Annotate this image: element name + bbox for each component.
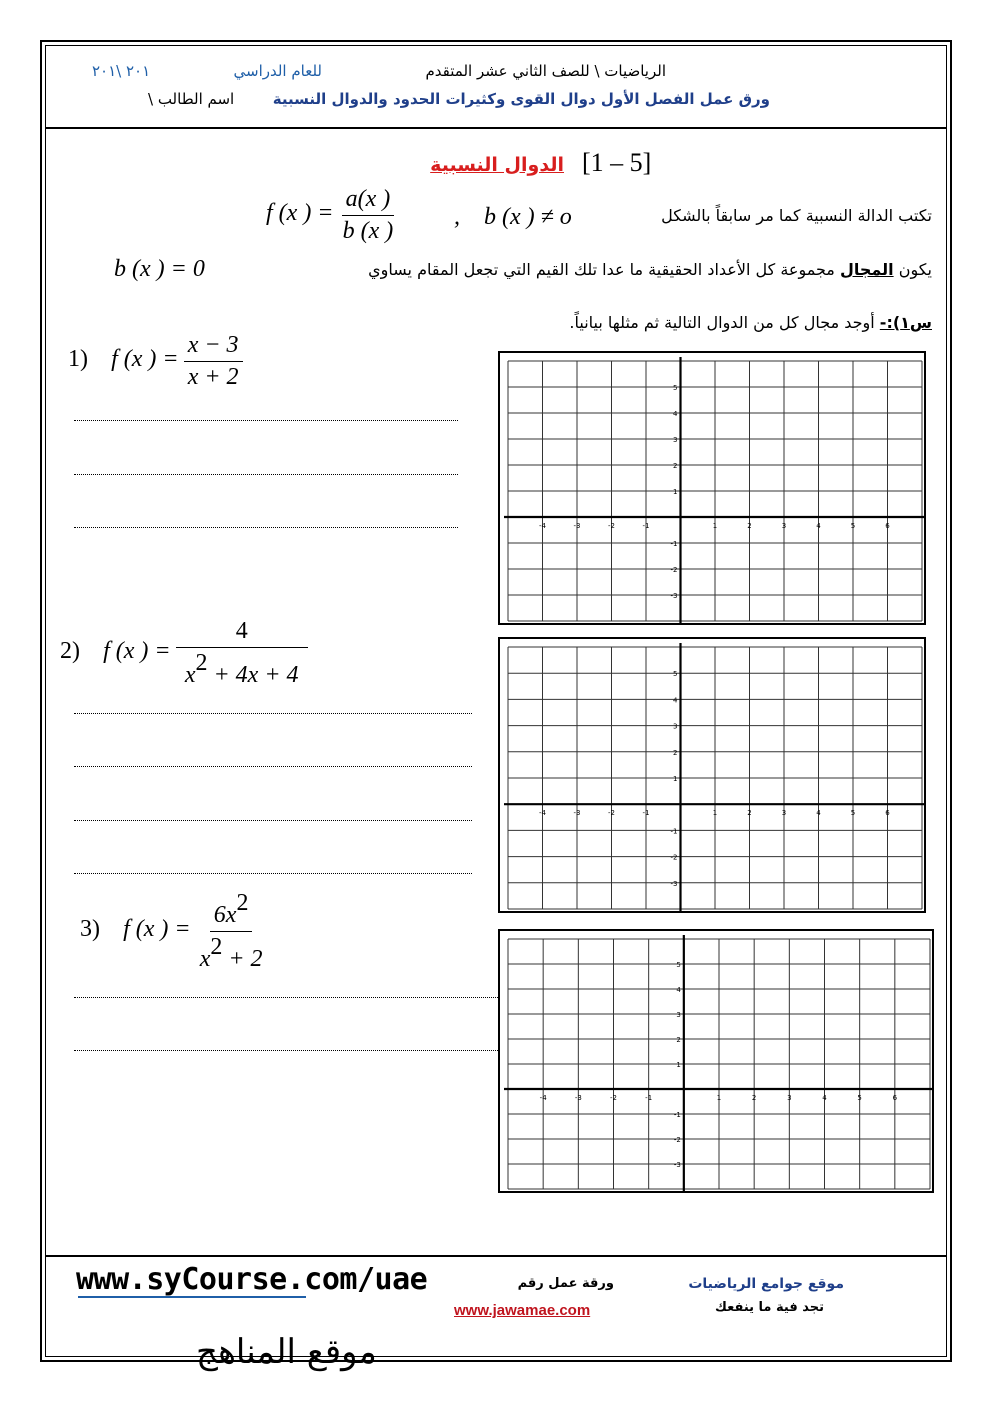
formula-lhs: f (x ) = xyxy=(266,200,334,226)
x-tick-label: -4 xyxy=(539,1094,547,1102)
graph-grid-3[interactable] xyxy=(498,929,934,1193)
x-tick-label: 6 xyxy=(885,809,890,818)
y-tick-label: 4 xyxy=(673,696,678,705)
y-tick-label: -1 xyxy=(673,1111,681,1119)
answer-line-2a[interactable] xyxy=(74,713,472,714)
y-tick-label: -2 xyxy=(670,853,678,862)
zero-equation: b (x ) = 0 xyxy=(114,256,205,282)
site-name-text: موقع جوامع الرياضيات xyxy=(688,1276,844,1292)
problem-1-lhs: f (x ) = xyxy=(111,346,179,372)
y-tick-label: 3 xyxy=(673,436,678,444)
header-year-value: ٢٠١ \٢٠١ xyxy=(92,62,151,80)
x-tick-label: -1 xyxy=(642,522,650,530)
header-divider xyxy=(45,127,947,129)
x-tick-label: -4 xyxy=(539,522,546,530)
y-tick-label: 5 xyxy=(673,670,678,679)
footer-jawamae-link[interactable] xyxy=(454,1300,590,1319)
jawamae-url[interactable]: www.jawamae.com xyxy=(454,1302,591,1319)
graph-1-svg xyxy=(500,353,928,627)
problem-3 xyxy=(80,890,267,973)
header-student-name: اسم الطالب \ xyxy=(148,90,235,108)
footer-slogan: تجد فية ما ينفعك xyxy=(715,1300,824,1315)
problem-3-index: 3) xyxy=(80,916,100,942)
y-tick-label: -1 xyxy=(670,827,678,836)
y-tick-label: 2 xyxy=(673,462,678,470)
problem-2 xyxy=(60,618,308,689)
problem-3-num-exp: 2 xyxy=(236,890,249,916)
x-tick-label: -1 xyxy=(642,809,650,818)
question-label: س١):- xyxy=(879,313,932,332)
y-tick-label: 5 xyxy=(676,961,681,969)
x-tick-label: -1 xyxy=(645,1094,653,1102)
x-tick-label: 1 xyxy=(716,1094,722,1102)
problem-3-den-exp: 2 xyxy=(210,934,223,960)
problem-1-denominator: x + 2 xyxy=(187,364,239,390)
footer-site-name xyxy=(688,1276,844,1292)
question-1 xyxy=(569,313,932,332)
x-tick-label: 3 xyxy=(787,1094,792,1102)
x-tick-label: 4 xyxy=(816,522,821,530)
x-tick-label: 4 xyxy=(822,1094,827,1102)
answer-line-1b[interactable] xyxy=(74,474,458,475)
x-tick-label: 3 xyxy=(781,809,787,818)
problem-1-numerator: x − 3 xyxy=(184,332,243,362)
question-text: أوجد مجال كل من الدوال التالية ثم مثلها بيانياً. xyxy=(569,313,875,332)
x-tick-label: 4 xyxy=(816,809,821,818)
x-tick-label: 5 xyxy=(850,522,856,530)
answer-line-1a[interactable] xyxy=(74,420,458,421)
x-tick-label: 3 xyxy=(781,522,787,530)
x-tick-label: -3 xyxy=(573,522,581,530)
x-tick-label: 5 xyxy=(857,1094,862,1102)
section-title: الدوال النسبية xyxy=(430,154,564,176)
y-tick-label: 4 xyxy=(676,986,681,994)
problem-2-fraction xyxy=(176,618,308,689)
problem-1-index: 1) xyxy=(68,346,88,372)
footer-divider xyxy=(45,1255,947,1257)
x-tick-label: 6 xyxy=(892,1094,898,1102)
answer-line-2d[interactable] xyxy=(74,873,472,874)
problem-3-lhs: f (x ) = xyxy=(123,916,191,942)
answer-line-1c[interactable] xyxy=(74,527,458,528)
x-tick-label: -2 xyxy=(608,522,615,530)
x-tick-label: 2 xyxy=(747,522,752,530)
header-worksheet-title xyxy=(273,90,770,108)
header-year-label: للعام الدراسي xyxy=(233,62,322,80)
formula-denominator: b (x ) xyxy=(342,218,394,244)
y-tick-label: 1 xyxy=(673,775,678,783)
formula-numerator: a(x ) xyxy=(342,186,395,216)
x-tick-label: 2 xyxy=(747,809,752,818)
problem-3-fraction xyxy=(196,890,267,973)
problem-3-den-rest: + 2 xyxy=(228,946,263,972)
answer-line-2b[interactable] xyxy=(74,766,472,767)
x-tick-label: 1 xyxy=(712,809,718,818)
y-tick-label: 1 xyxy=(673,488,678,496)
x-tick-label: -2 xyxy=(610,1094,617,1102)
y-tick-label: 1 xyxy=(676,1061,681,1069)
y-tick-label: -3 xyxy=(673,1161,681,1169)
y-tick-label: 2 xyxy=(673,748,678,757)
answer-line-3a[interactable] xyxy=(74,997,510,998)
y-tick-label: -3 xyxy=(670,879,678,888)
domain-prefix: يكون xyxy=(898,260,932,279)
problem-2-lhs: f (x ) = xyxy=(103,638,171,664)
problem-2-den-x: x xyxy=(184,662,196,688)
answer-line-2c[interactable] xyxy=(74,820,472,821)
x-tick-label: -3 xyxy=(574,1094,582,1102)
watermark-underline xyxy=(78,1296,306,1298)
formula-condition: b (x ) ≠ o xyxy=(484,204,572,230)
domain-sentence xyxy=(368,260,932,279)
definition-text: تكتب الدالة النسبية كما مر سابقاً بالشكل xyxy=(661,206,932,225)
x-tick-label: 1 xyxy=(712,522,718,530)
header-subject-line: الرياضيات \ للصف الثاني عشر المتقدم xyxy=(425,62,666,80)
domain-word: المجال xyxy=(839,260,894,279)
footer-sheet-no: ورقة عمل رقم xyxy=(517,1276,614,1291)
graph-grid-2[interactable] xyxy=(498,637,926,913)
x-tick-label: -4 xyxy=(539,809,546,818)
x-tick-label: 2 xyxy=(751,1094,757,1102)
x-tick-label: -2 xyxy=(608,809,615,818)
manahej-watermark: موقع المناهج xyxy=(196,1332,377,1372)
x-tick-label: -3 xyxy=(573,809,581,818)
rational-definition-formula xyxy=(266,186,397,245)
formula-fraction xyxy=(339,186,398,245)
y-tick-label: 4 xyxy=(673,410,678,418)
x-tick-label: 6 xyxy=(885,522,890,530)
graph-2-svg xyxy=(500,639,928,915)
y-tick-label: -2 xyxy=(670,566,678,574)
worksheet-title-text: ورق عمل الفصل الأول دوال القوى وكثيرات الحدود والدوال النسبية xyxy=(272,90,770,108)
y-tick-label: -3 xyxy=(670,592,678,600)
problem-2-den-exp: 2 xyxy=(195,650,208,676)
problem-2-den-rest: + 4x + 4 xyxy=(213,662,299,688)
problem-1-fraction xyxy=(184,332,243,391)
x-tick-label: 5 xyxy=(850,809,856,818)
problem-3-num-6x: 6x xyxy=(213,902,237,928)
section-number: [1 – 5] xyxy=(582,148,652,177)
y-tick-label: -2 xyxy=(673,1136,681,1144)
problem-2-index: 2) xyxy=(60,638,80,664)
answer-line-3b[interactable] xyxy=(74,1050,510,1051)
formula-comma: , xyxy=(454,204,460,230)
y-tick-label: 5 xyxy=(673,384,678,392)
problem-1 xyxy=(68,332,243,391)
problem-2-numerator: 4 xyxy=(176,618,308,648)
graph-grid-1[interactable] xyxy=(498,351,926,625)
y-tick-label: 3 xyxy=(676,1011,681,1019)
y-tick-label: 2 xyxy=(676,1036,681,1044)
graph-3-svg xyxy=(500,931,936,1195)
problem-3-den-x: x xyxy=(199,946,211,972)
sycourse-watermark: www.syCourse.com/uae xyxy=(76,1262,428,1297)
y-tick-label: 3 xyxy=(673,722,678,731)
y-tick-label: -1 xyxy=(670,540,678,548)
domain-text: مجموعة كل الأعداد الحقيقية ما عدا تلك القيم التي تجعل المقام يساوي xyxy=(368,260,835,279)
